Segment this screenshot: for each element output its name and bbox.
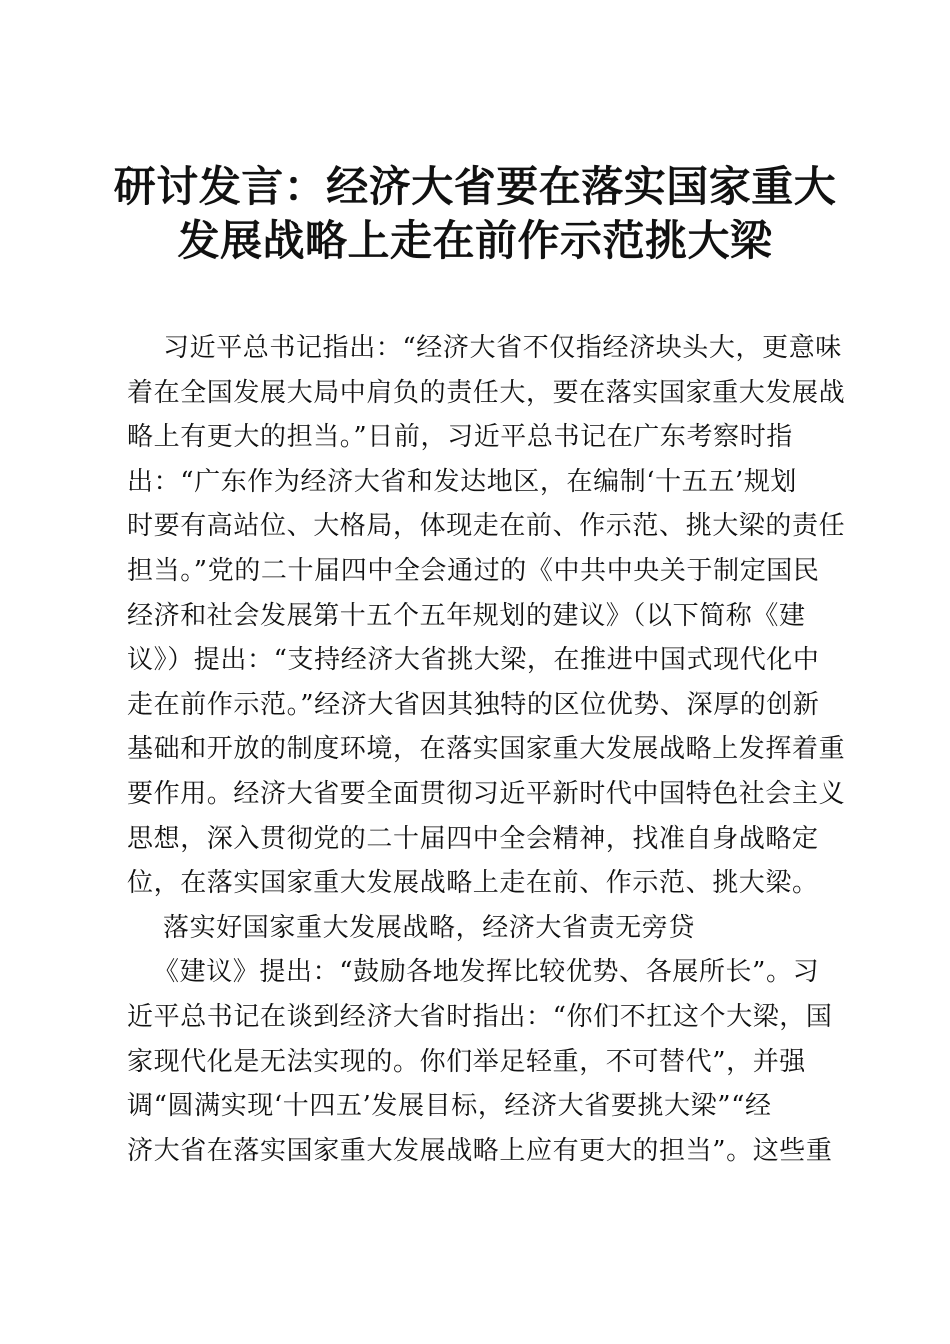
paragraph-intro [127, 326, 846, 906]
text-line: 位，在落实国家重大发展战略上走在前、作示范、挑大梁。 [127, 868, 819, 899]
text-line: 出：“广东作为经济大省和发达地区，在编制‘十五五’规划 [127, 466, 798, 497]
text-line: 着在全国发展大局中肩负的责任大，要在落实国家重大发展战 [127, 377, 846, 408]
section-heading-text: 落实好国家重大发展战略，经济大省责无旁贷 [163, 912, 696, 943]
text-line: 近平总书记在谈到经济大省时指出：“你们不扛这个大梁，国 [127, 1001, 833, 1032]
text-line: 担当。”党的二十届四中全会通过的《中共中央关于制定国民 [127, 555, 820, 586]
text-line: 要作用。经济大省要全面贯彻习近平新时代中国特色社会主义 [127, 778, 846, 809]
text-line: 习近平总书记指出：“经济大省不仅指经济块头大，更意味 [163, 333, 842, 363]
text-line: 思想，深入贯彻党的二十届四中全会精神，找准自身战略定 [127, 823, 819, 854]
section-heading [127, 906, 832, 951]
paragraph-section-1 [127, 950, 832, 1173]
text-line: 《建议》提出：“鼓励各地发挥比较优势、各展所长”。习 [153, 957, 820, 988]
text-line: 议》）提出：“支持经济大省挑大梁，在推进中国式现代化中 [127, 645, 820, 676]
text-line: 调“圆满实现‘十四五’发展目标，经济大省要挑大梁”“经 [127, 1091, 772, 1122]
text-line: 基础和开放的制度环境，在落实国家重大发展战略上发挥着重 [127, 734, 846, 765]
text-line: 略上有更大的担当。”日前，习近平总书记在广东考察时指 [127, 422, 793, 453]
text-line: 经济和社会发展第十五个五年规划的建议》（以下简称《建 [127, 600, 806, 631]
text-line: 家现代化是无法实现的。你们举足轻重，不可替代”，并强 [127, 1046, 806, 1077]
document-title-line-1: 研讨发言：经济大省要在落实国家重大 [113, 162, 837, 211]
text-line: 时要有高站位、大格局，体现走在前、作示范、挑大梁的责任 [127, 511, 846, 542]
document-title-line-2: 发展战略上走在前作示范挑大梁 [177, 216, 773, 265]
text-line: 走在前作示范。”经济大省因其独特的区位优势、深厚的创新 [127, 689, 820, 720]
document-body [127, 326, 846, 1173]
text-line: 济大省在落实国家重大发展战略上应有更大的担当”。这些重 [127, 1135, 833, 1166]
